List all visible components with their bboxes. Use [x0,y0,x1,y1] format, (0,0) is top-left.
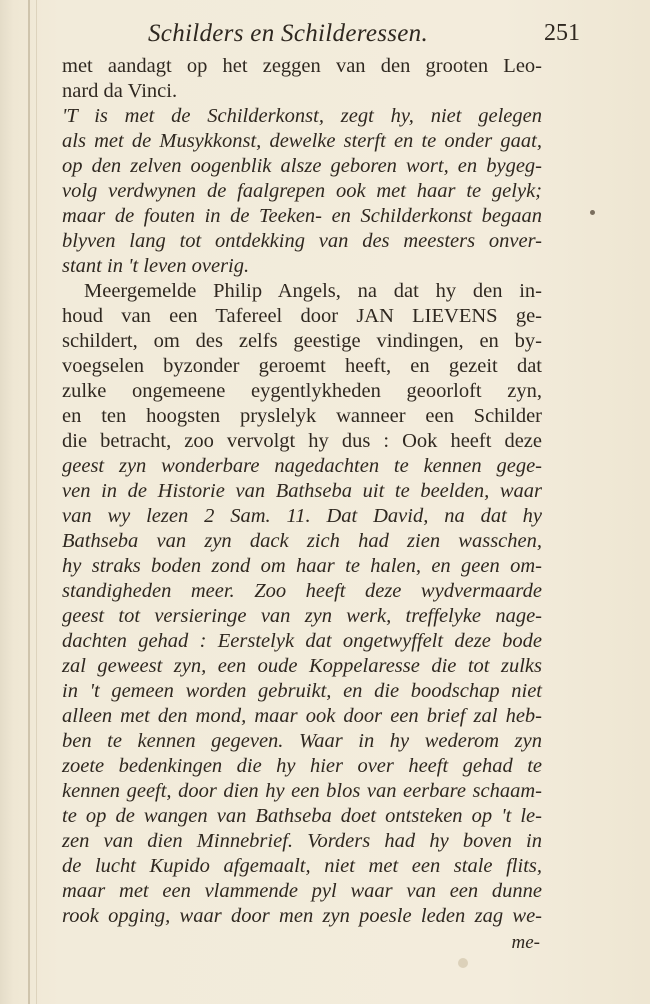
paper-stain [458,958,468,968]
page-gutter-shadow [36,0,37,1004]
text-line: Bathseba van zyn dack zich had zien wasschen, [62,530,542,552]
text-line: met aandagt op het zeggen van den grooten Leo- [62,55,542,77]
text-line: de lucht Kupido afgemaalt, niet met een stale flits, [62,855,542,877]
text-line: als met de Musykkonst, dewelke sterft en te onder gaat, [62,130,542,152]
text-line: ben te kennen gegeven. Waar in hy wederom zyn [62,730,542,752]
page-gutter-line [28,0,30,1004]
body-text [62,54,542,929]
text-line: maar met een vlammende pyl waar van een dunne [62,880,542,902]
text-line: op den zelven oogenblik alsze geboren wort, en bygeg- [62,155,542,177]
text-line: in 't gemeen worden gebruikt, en die boodschap niet [62,680,542,702]
text-line: ven in de Historie van Bathseba uit te beelden, waar [62,480,542,502]
text-line: geest tot versieringe van zyn werk, treffelyke nage- [62,605,542,627]
text-line: dachten gehad : Eerstelyk dat ongetwyffelt deze bode [62,630,542,652]
margin-mark [590,210,595,215]
text-line: van wy lezen 2 Sam. 11. Dat David, na dat hy [62,505,542,527]
text-line: kennen geeft, door dien hy een blos van eerbare schaam- [62,780,542,802]
text-line: zen van dien Minnebrief. Vorders had hy boven in [62,830,542,852]
text-line: rook opging, waar door men zyn poesle leden zag we- [62,905,542,927]
running-title: Schilders en Schilderessen. [148,20,429,47]
text-line: stant in 't leven overig. [62,255,250,277]
text-line: 'T is met de Schilderkonst, zegt hy, niet gelegen [62,105,542,127]
text-line: maar de fouten in de Teeken- en Schilderkonst begaan [62,205,542,227]
text-line: volg verdwynen de faalgrepen ook met haar te gelyk; [62,180,542,202]
text-line: zulke ongemeene eygentlykheden geoorloft zyn, [62,380,542,402]
text-line: Meergemelde Philip Angels, na dat hy den in- [84,280,542,302]
catchword: me- [511,932,540,953]
text-line: zal geweest zyn, een oude Koppelaresse die tot zulks [62,655,542,677]
text-line: voegselen byzonder geroemt heeft, en gezeit dat [62,355,542,377]
text-line: te op de wangen van Bathseba doet ontsteken op 't le- [62,805,542,827]
page-number: 251 [544,20,580,46]
text-line: blyven lang tot ontdekking van des meesters onver- [62,230,542,252]
text-line: alleen met den mond, maar ook door een brief zal heb- [62,705,542,727]
text-line: en ten hoogsten pryslelyk wanneer een Schilder [62,405,542,427]
text-line: die betracht, zoo vervolgt hy dus : Ook heeft deze [62,430,542,452]
text-line: nard da Vinci. [62,80,178,102]
text-line: standigheden meer. Zoo heeft deze wydvermaarde [62,580,542,602]
text-line: houd van een Tafereel door JAN LIEVENS ge- [62,305,542,327]
page-header [60,20,580,52]
text-line: schildert, om des zelfs geestige vindingen, en by- [62,330,542,352]
text-line: geest zyn wonderbare nagedachten te kennen gege- [62,455,542,477]
text-line: hy straks boden zond om haar te halen, en geen om- [62,555,542,577]
text-line: zoete bedenkingen die hy hier over heeft gehad te [62,755,542,777]
